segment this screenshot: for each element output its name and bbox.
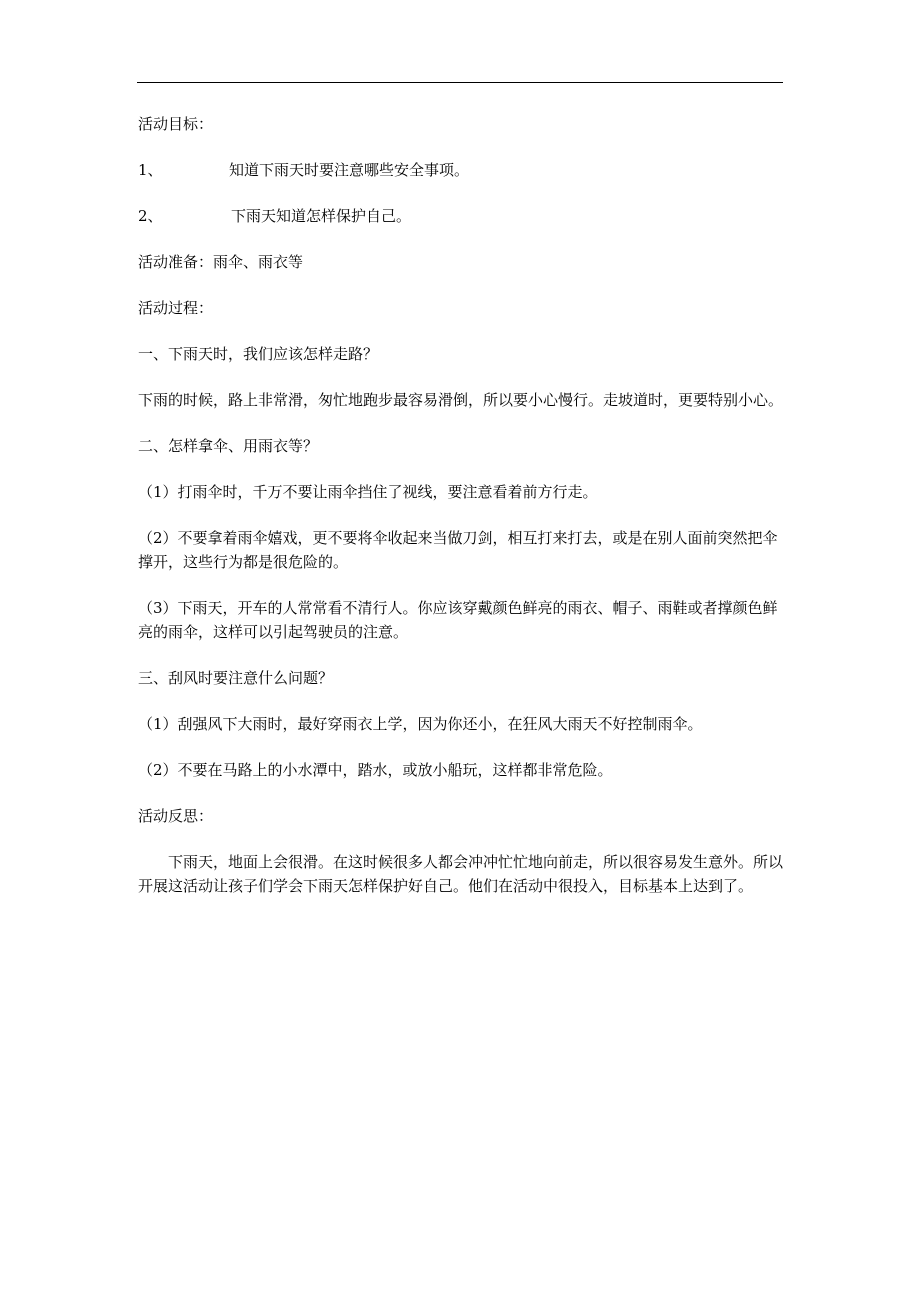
- section-3-item-2: （2）不要在马路上的小水潭中，踏水，或放小船玩，这样都非常危险。: [138, 761, 613, 779]
- goal-item-2: [138, 204, 784, 228]
- reflection-heading: 活动反思：: [138, 807, 214, 825]
- section-3-item-1: （1）刮强风下大雨时，最好穿雨衣上学，因为你还小，在狂风大雨天不好控制雨伞。: [138, 715, 703, 733]
- section-2-item-3: （3）下雨天，开车的人常常看不清行人。你应该穿戴颜色鲜亮的雨衣、帽子、雨鞋或者撑颜色鲜亮的雨伞，这样可以引起驾驶员的注意。: [138, 599, 778, 641]
- document-body: [138, 112, 784, 920]
- goal-item-1: [138, 158, 784, 182]
- goal-item-2-text: 下雨天知道怎样保护自己。: [231, 207, 412, 225]
- reflection-body: 下雨天，地面上会很滑。在这时候很多人都会冲冲忙忙地向前走，所以很容易发生意外。所以开展这活动让孩子们学会下雨天怎样保护好自己。他们在活动中很投入，目标基本上达到了。: [138, 853, 784, 895]
- goal-item-1-text: 知道下雨天时要注意哪些安全事项。: [229, 161, 470, 179]
- goal-item-2-number: 2、: [138, 207, 163, 225]
- goal-heading: 活动目标：: [138, 115, 214, 133]
- section-2-title: 二、怎样拿伞、用雨衣等？: [138, 437, 319, 455]
- section-1-body: 下雨的时候，路上非常滑，匆忙地跑步最容易滑倒，所以要小心慢行。走坡道时，更要特别小心。: [138, 391, 784, 409]
- section-2-item-2: （2）不要拿着雨伞嬉戏，更不要将伞收起来当做刀剑，相互打来打去，或是在别人面前突然把伞撑开，这些行为都是很危险的。: [138, 529, 778, 571]
- header-rule: [137, 82, 783, 83]
- preparation-line: 活动准备：雨伞、雨衣等: [138, 253, 304, 271]
- process-heading: 活动过程：: [138, 299, 214, 317]
- section-2-item-1: （1）打雨伞时，千万不要让雨伞挡住了视线，要注意看着前方行走。: [138, 483, 598, 501]
- section-3-title: 三、刮风时要注意什么问题？: [138, 669, 334, 687]
- section-1-title: 一、下雨天时，我们应该怎样走路？: [138, 345, 379, 363]
- goal-item-1-number: 1、: [138, 161, 163, 179]
